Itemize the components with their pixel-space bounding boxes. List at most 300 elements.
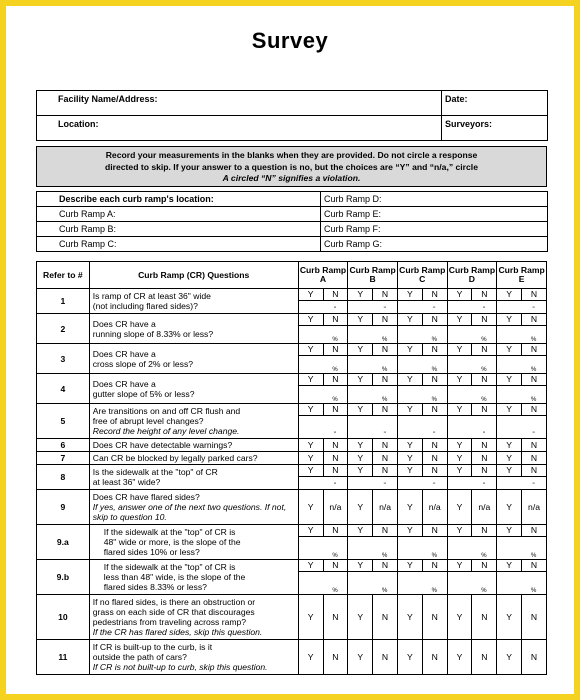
answer-yes[interactable]: Y xyxy=(447,465,472,477)
answer-yes[interactable]: Y xyxy=(447,560,472,572)
measurement-unit: " xyxy=(532,307,535,313)
answer-no[interactable]: N xyxy=(373,525,398,537)
measurement-blank[interactable] xyxy=(497,477,547,490)
measurement-unit: % xyxy=(381,397,388,403)
refer-header: Refer to # xyxy=(37,262,90,289)
measurement-blank[interactable] xyxy=(348,537,398,560)
measurement-unit: " xyxy=(532,432,535,438)
answer-yes[interactable]: Y xyxy=(298,314,323,326)
question-line: Are transitions on and off CR flush and xyxy=(92,406,241,416)
question-text xyxy=(89,490,298,525)
answer-na[interactable]: n/a xyxy=(522,490,547,525)
answer-no[interactable]: N xyxy=(422,465,447,477)
measurement-blank[interactable] xyxy=(348,356,398,374)
answer-no[interactable]: N xyxy=(522,374,547,386)
answer-yes[interactable]: Y xyxy=(348,640,373,675)
ramp-header-e: Curb Ramp E xyxy=(497,262,547,289)
ramp-e-label: Curb Ramp E: xyxy=(324,209,382,219)
question-row xyxy=(37,525,547,537)
measurement-unit: % xyxy=(381,337,388,343)
answer-no[interactable]: N xyxy=(323,452,348,465)
answer-yes[interactable]: Y xyxy=(348,560,373,572)
answer-no[interactable]: N xyxy=(472,465,497,477)
facility-label: Facility Name/Address: xyxy=(58,94,158,104)
measurement-unit: " xyxy=(333,432,337,438)
ramp-g-field[interactable] xyxy=(321,237,548,252)
measurement-blank[interactable] xyxy=(298,477,348,490)
answer-yes[interactable]: Y xyxy=(348,465,373,477)
answer-yes[interactable]: Y xyxy=(447,404,472,416)
question-line: cross slope of 2% or less? xyxy=(92,358,194,369)
answer-yes[interactable]: Y xyxy=(497,374,522,386)
answer-no[interactable]: N xyxy=(472,560,497,572)
measurement-blank[interactable] xyxy=(298,416,348,439)
question-text xyxy=(89,314,298,344)
measurement-unit: % xyxy=(332,367,338,373)
answer-yes[interactable]: Y xyxy=(447,314,472,326)
measurement-unit: % xyxy=(530,553,537,559)
answer-yes[interactable]: Y xyxy=(497,525,522,537)
location-label: Location: xyxy=(58,119,99,129)
ramp-b-field[interactable] xyxy=(37,222,321,237)
answer-yes[interactable]: Y xyxy=(497,560,522,572)
measurement-blank[interactable] xyxy=(298,572,348,595)
answer-na[interactable]: n/a xyxy=(373,490,398,525)
measurement-unit: % xyxy=(381,367,388,373)
measurement-blank[interactable] xyxy=(497,301,547,314)
answer-no[interactable]: N xyxy=(323,439,348,452)
answer-yes[interactable]: Y xyxy=(397,640,422,675)
answer-no[interactable]: N xyxy=(522,525,547,537)
answer-no[interactable]: N xyxy=(472,525,497,537)
answer-yes[interactable]: Y xyxy=(497,404,522,416)
measurement-unit: " xyxy=(433,483,436,489)
answer-yes[interactable]: Y xyxy=(348,525,373,537)
question-line: If the sidewalk at the "top" of CR is xyxy=(103,562,236,572)
measurement-blank[interactable] xyxy=(397,326,447,344)
measurement-blank[interactable] xyxy=(298,537,348,560)
question-line: Is the sidewalk at the "top" of CR xyxy=(92,467,218,477)
measurement-unit: % xyxy=(481,588,487,594)
question-line: Does CR have a xyxy=(92,348,156,359)
answer-yes[interactable]: Y xyxy=(397,344,422,356)
question-row xyxy=(37,640,547,675)
question-line: Does CR have flared sides? xyxy=(92,492,200,502)
question-text xyxy=(89,452,298,465)
answer-no[interactable]: N xyxy=(422,452,447,465)
measurement-blank[interactable] xyxy=(348,477,398,490)
answer-yes[interactable]: Y xyxy=(397,374,422,386)
question-number: 9.b xyxy=(37,560,90,595)
question-line: outside the path of cars? xyxy=(92,652,187,662)
measurement-unit: % xyxy=(530,588,537,594)
answer-no[interactable]: N xyxy=(422,314,447,326)
answer-no[interactable]: N xyxy=(323,525,348,537)
question-line: Does CR have a xyxy=(92,378,156,389)
answer-no[interactable]: N xyxy=(373,344,398,356)
measurement-unit: % xyxy=(381,588,388,594)
answer-no[interactable]: N xyxy=(422,640,447,675)
answer-yes[interactable]: Y xyxy=(348,289,373,301)
answer-yes[interactable]: Y xyxy=(298,374,323,386)
answer-no[interactable]: N xyxy=(373,640,398,675)
question-number: 2 xyxy=(37,314,90,344)
question-row xyxy=(37,439,547,452)
answer-no[interactable]: N xyxy=(373,439,398,452)
answer-no[interactable]: N xyxy=(323,289,348,301)
measurement-blank[interactable] xyxy=(348,572,398,595)
question-line: Does CR have detectable warnings? xyxy=(92,440,233,450)
answer-yes[interactable]: Y xyxy=(497,289,522,301)
measurement-unit: % xyxy=(481,337,487,343)
ramp-a-field[interactable] xyxy=(37,207,321,222)
measurement-blank[interactable] xyxy=(497,356,547,374)
answer-no[interactable]: N xyxy=(472,452,497,465)
answer-yes[interactable]: Y xyxy=(298,452,323,465)
question-text xyxy=(89,525,298,560)
answer-no[interactable]: N xyxy=(422,289,447,301)
question-number: 11 xyxy=(37,640,90,675)
answer-no[interactable]: N xyxy=(472,640,497,675)
question-number: 9 xyxy=(37,490,90,525)
answer-no[interactable]: N xyxy=(323,314,348,326)
answer-no[interactable]: N xyxy=(472,595,497,640)
measurement-blank[interactable] xyxy=(348,386,398,404)
measurement-blank[interactable] xyxy=(298,356,348,374)
ramp-f-field[interactable] xyxy=(321,222,548,237)
ramp-e-field[interactable] xyxy=(321,207,548,222)
measurement-blank[interactable] xyxy=(348,326,398,344)
answer-yes[interactable]: Y xyxy=(497,490,522,525)
instructions-line-3: A circled “N” signifies a violation. xyxy=(222,173,361,183)
question-line: flared sides 10% or less? xyxy=(103,547,200,557)
answer-yes[interactable]: Y xyxy=(298,560,323,572)
question-number: 9.a xyxy=(37,525,90,560)
measurement-blank[interactable] xyxy=(397,386,447,404)
measurement-unit: % xyxy=(332,588,338,594)
question-line: less than 48" wide, is the slope of the xyxy=(103,572,246,582)
measurement-unit: " xyxy=(433,307,436,313)
answer-no[interactable]: N xyxy=(422,595,447,640)
answer-no[interactable]: N xyxy=(323,404,348,416)
question-row xyxy=(37,404,547,416)
question-text xyxy=(89,439,298,452)
measurement-unit: " xyxy=(482,483,485,489)
measurement-blank[interactable] xyxy=(298,326,348,344)
measurement-blank[interactable] xyxy=(447,356,497,374)
question-line: free of abrupt level changes? xyxy=(92,416,204,426)
measurement-blank[interactable] xyxy=(348,416,398,439)
info-table xyxy=(36,90,548,141)
questions-table xyxy=(36,261,547,675)
answer-no[interactable]: N xyxy=(323,344,348,356)
question-number: 8 xyxy=(37,465,90,490)
question-row xyxy=(37,314,547,326)
question-line: pedestrians from traveling across ramp? xyxy=(92,617,247,627)
answer-yes[interactable]: Y xyxy=(348,490,373,525)
answer-no[interactable]: N xyxy=(522,465,547,477)
answer-yes[interactable]: Y xyxy=(298,404,323,416)
answer-yes[interactable]: Y xyxy=(298,465,323,477)
question-line: Is ramp of CR at least 36" wide xyxy=(92,291,211,301)
measurement-blank[interactable] xyxy=(397,356,447,374)
answer-no[interactable]: N xyxy=(422,374,447,386)
question-note: If the CR has flared sides, skip this question. xyxy=(92,627,263,637)
measurement-unit: " xyxy=(532,483,535,489)
measurement-blank[interactable] xyxy=(397,477,447,490)
measurement-unit: % xyxy=(332,337,338,343)
answer-yes[interactable]: Y xyxy=(298,490,323,525)
question-row xyxy=(37,490,547,525)
measurement-blank[interactable] xyxy=(397,572,447,595)
measurement-unit: % xyxy=(431,588,437,594)
answer-no[interactable]: N xyxy=(422,439,447,452)
answer-no[interactable]: N xyxy=(472,439,497,452)
ramp-header-d: Curb Ramp D xyxy=(447,262,497,289)
questions-header-row xyxy=(37,262,547,289)
question-line: If the sidewalk at the "top" of CR is xyxy=(103,527,236,537)
measurement-blank[interactable] xyxy=(497,537,547,560)
measurement-blank[interactable] xyxy=(298,386,348,404)
question-text xyxy=(89,344,298,374)
answer-no[interactable]: N xyxy=(323,560,348,572)
answer-na[interactable]: n/a xyxy=(422,490,447,525)
answer-no[interactable]: N xyxy=(422,404,447,416)
answer-no[interactable]: N xyxy=(522,640,547,675)
ramp-c-label: Curb Ramp C: xyxy=(59,239,117,249)
ramp-f-label: Curb Ramp F: xyxy=(324,224,381,234)
question-text xyxy=(89,465,298,490)
question-text xyxy=(89,289,298,314)
measurement-blank[interactable] xyxy=(447,537,497,560)
question-line: at least 36" wide? xyxy=(92,477,161,487)
answer-yes[interactable]: Y xyxy=(447,344,472,356)
answer-no[interactable]: N xyxy=(522,595,547,640)
measurement-unit: " xyxy=(482,432,485,438)
answer-no[interactable]: N xyxy=(472,289,497,301)
answer-no[interactable]: N xyxy=(373,314,398,326)
answer-yes[interactable]: Y xyxy=(397,452,422,465)
question-line: gutter slope of 5% or less? xyxy=(92,388,195,399)
answer-yes[interactable]: Y xyxy=(447,595,472,640)
measurement-unit: " xyxy=(383,432,386,438)
answer-yes[interactable]: Y xyxy=(298,525,323,537)
answer-yes[interactable]: Y xyxy=(497,640,522,675)
question-line: (not including flared sides)? xyxy=(92,301,198,311)
measurement-unit: % xyxy=(431,397,437,403)
ramp-header-a: Curb Ramp A xyxy=(298,262,348,289)
instructions-line-2: directed to skip. If your answer to a question is no, but the choices are “Y” and “n/a,” circle xyxy=(105,161,478,172)
surveyors-field[interactable] xyxy=(442,116,548,141)
measurement-unit: % xyxy=(530,397,537,403)
answer-yes[interactable]: Y xyxy=(497,344,522,356)
measurement-blank[interactable] xyxy=(447,416,497,439)
measurement-blank[interactable] xyxy=(447,477,497,490)
answer-yes[interactable]: Y xyxy=(397,560,422,572)
answer-no[interactable]: N xyxy=(323,374,348,386)
answer-no[interactable]: N xyxy=(522,289,547,301)
answer-yes[interactable]: Y xyxy=(397,404,422,416)
answer-yes[interactable]: Y xyxy=(397,465,422,477)
answer-yes[interactable]: Y xyxy=(397,490,422,525)
answer-no[interactable]: N xyxy=(323,640,348,675)
answer-no[interactable]: N xyxy=(472,404,497,416)
answer-no[interactable]: N xyxy=(422,525,447,537)
measurement-unit: % xyxy=(431,337,437,343)
question-line: flared sides 8.33% or less? xyxy=(103,582,207,592)
answer-no[interactable]: N xyxy=(373,452,398,465)
answer-no[interactable]: N xyxy=(422,344,447,356)
answer-yes[interactable]: Y xyxy=(397,439,422,452)
ramp-d-field[interactable] xyxy=(321,192,548,207)
date-field[interactable] xyxy=(442,91,548,116)
question-number: 1 xyxy=(37,289,90,314)
question-row xyxy=(37,595,547,640)
measurement-blank[interactable] xyxy=(397,301,447,314)
ramp-a-label: Curb Ramp A: xyxy=(59,209,116,219)
question-line: running slope of 8.33% or less? xyxy=(92,328,214,339)
answer-yes[interactable]: Y xyxy=(298,344,323,356)
measurement-unit: " xyxy=(482,307,485,313)
question-line: grass on each side of CR that discourages xyxy=(92,607,255,617)
question-text xyxy=(89,560,298,595)
answer-yes[interactable]: Y xyxy=(298,439,323,452)
question-number: 3 xyxy=(37,344,90,374)
answer-no[interactable]: N xyxy=(522,344,547,356)
date-label: Date: xyxy=(445,94,468,104)
answer-no[interactable]: N xyxy=(373,404,398,416)
answer-yes[interactable]: Y xyxy=(447,439,472,452)
answer-yes[interactable]: Y xyxy=(298,289,323,301)
answer-yes[interactable]: Y xyxy=(447,452,472,465)
answer-yes[interactable]: Y xyxy=(348,439,373,452)
answer-no[interactable]: N xyxy=(522,404,547,416)
measurement-blank[interactable] xyxy=(447,326,497,344)
answer-yes[interactable]: Y xyxy=(348,314,373,326)
measurement-blank[interactable] xyxy=(348,301,398,314)
answer-no[interactable]: N xyxy=(373,289,398,301)
ramp-header-b: Curb Ramp B xyxy=(348,262,398,289)
measurement-unit: % xyxy=(431,367,437,373)
measurement-unit: % xyxy=(332,553,338,559)
answer-yes[interactable]: Y xyxy=(397,595,422,640)
ramp-d-label: Curb Ramp D: xyxy=(324,194,382,204)
answer-no[interactable]: N xyxy=(373,560,398,572)
instructions-line-1: Record your measurements in the blanks when they are provided. Do not circle a response xyxy=(105,150,478,160)
measurement-blank[interactable] xyxy=(397,416,447,439)
measurement-unit: " xyxy=(383,307,386,313)
answer-yes[interactable]: Y xyxy=(397,289,422,301)
answer-no[interactable]: N xyxy=(373,465,398,477)
question-text xyxy=(89,374,298,404)
question-line: If no flared sides, is there an obstruction or xyxy=(92,597,256,607)
question-line: If CR is built-up to the curb, is it xyxy=(92,642,213,652)
measurement-blank[interactable] xyxy=(497,416,547,439)
question-note: Record the height of any level change. xyxy=(92,426,240,436)
answer-yes[interactable]: Y xyxy=(497,439,522,452)
answer-no[interactable]: N xyxy=(472,344,497,356)
ramp-g-label: Curb Ramp G: xyxy=(324,239,383,249)
ramp-c-field[interactable] xyxy=(37,237,321,252)
measurement-unit: % xyxy=(530,367,537,373)
answer-yes[interactable]: Y xyxy=(397,314,422,326)
measurement-unit: % xyxy=(481,553,487,559)
answer-yes[interactable]: Y xyxy=(348,374,373,386)
answer-no[interactable]: N xyxy=(323,465,348,477)
answer-no[interactable]: N xyxy=(323,595,348,640)
question-number: 5 xyxy=(37,404,90,439)
answer-no[interactable]: N xyxy=(373,374,398,386)
answer-yes[interactable]: Y xyxy=(348,595,373,640)
question-row xyxy=(37,465,547,477)
answer-yes[interactable]: Y xyxy=(397,525,422,537)
facility-field[interactable] xyxy=(37,91,442,116)
answer-yes[interactable]: Y xyxy=(447,525,472,537)
measurement-unit: " xyxy=(333,307,337,313)
ramp-header-c: Curb Ramp C xyxy=(397,262,447,289)
measurement-unit: % xyxy=(481,367,487,373)
question-text xyxy=(89,640,298,675)
page-title: Survey xyxy=(251,28,329,53)
measurement-blank[interactable] xyxy=(447,301,497,314)
answer-no[interactable]: N xyxy=(422,560,447,572)
answer-no[interactable]: N xyxy=(522,560,547,572)
answer-no[interactable]: N xyxy=(373,595,398,640)
measurement-blank[interactable] xyxy=(397,537,447,560)
surveyors-label: Surveyors: xyxy=(445,119,493,129)
answer-na[interactable]: n/a xyxy=(323,490,348,525)
question-line: Does CR have a xyxy=(92,318,156,329)
question-number: 7 xyxy=(37,452,90,465)
question-text xyxy=(89,404,298,439)
answer-no[interactable]: N xyxy=(472,314,497,326)
survey-page xyxy=(6,6,574,694)
measurement-blank[interactable] xyxy=(298,301,348,314)
answer-no[interactable]: N xyxy=(522,439,547,452)
question-note: If CR is not built-up to curb, skip this question. xyxy=(92,662,268,672)
answer-no[interactable]: N xyxy=(522,452,547,465)
answer-yes[interactable]: Y xyxy=(447,374,472,386)
answer-yes[interactable]: Y xyxy=(348,404,373,416)
measurement-blank[interactable] xyxy=(497,386,547,404)
answer-yes[interactable]: Y xyxy=(348,344,373,356)
measurement-blank[interactable] xyxy=(497,326,547,344)
answer-yes[interactable]: Y xyxy=(497,595,522,640)
answer-no[interactable]: N xyxy=(522,314,547,326)
location-field[interactable] xyxy=(37,116,442,141)
question-number: 4 xyxy=(37,374,90,404)
answer-yes[interactable]: Y xyxy=(447,289,472,301)
answer-no[interactable]: N xyxy=(472,374,497,386)
answer-yes[interactable]: Y xyxy=(447,640,472,675)
question-row xyxy=(37,344,547,356)
answer-yes[interactable]: Y xyxy=(447,490,472,525)
answer-yes[interactable]: Y xyxy=(497,314,522,326)
question-row xyxy=(37,560,547,572)
answer-na[interactable]: n/a xyxy=(472,490,497,525)
answer-yes[interactable]: Y xyxy=(298,640,323,675)
answer-yes[interactable]: Y xyxy=(497,465,522,477)
question-text xyxy=(89,595,298,640)
answer-yes[interactable]: Y xyxy=(348,452,373,465)
measurement-blank[interactable] xyxy=(447,572,497,595)
measurement-unit: " xyxy=(333,483,337,489)
measurement-blank[interactable] xyxy=(447,386,497,404)
answer-yes[interactable]: Y xyxy=(298,595,323,640)
answer-yes[interactable]: Y xyxy=(497,452,522,465)
measurement-unit: % xyxy=(332,397,338,403)
measurement-blank[interactable] xyxy=(497,572,547,595)
